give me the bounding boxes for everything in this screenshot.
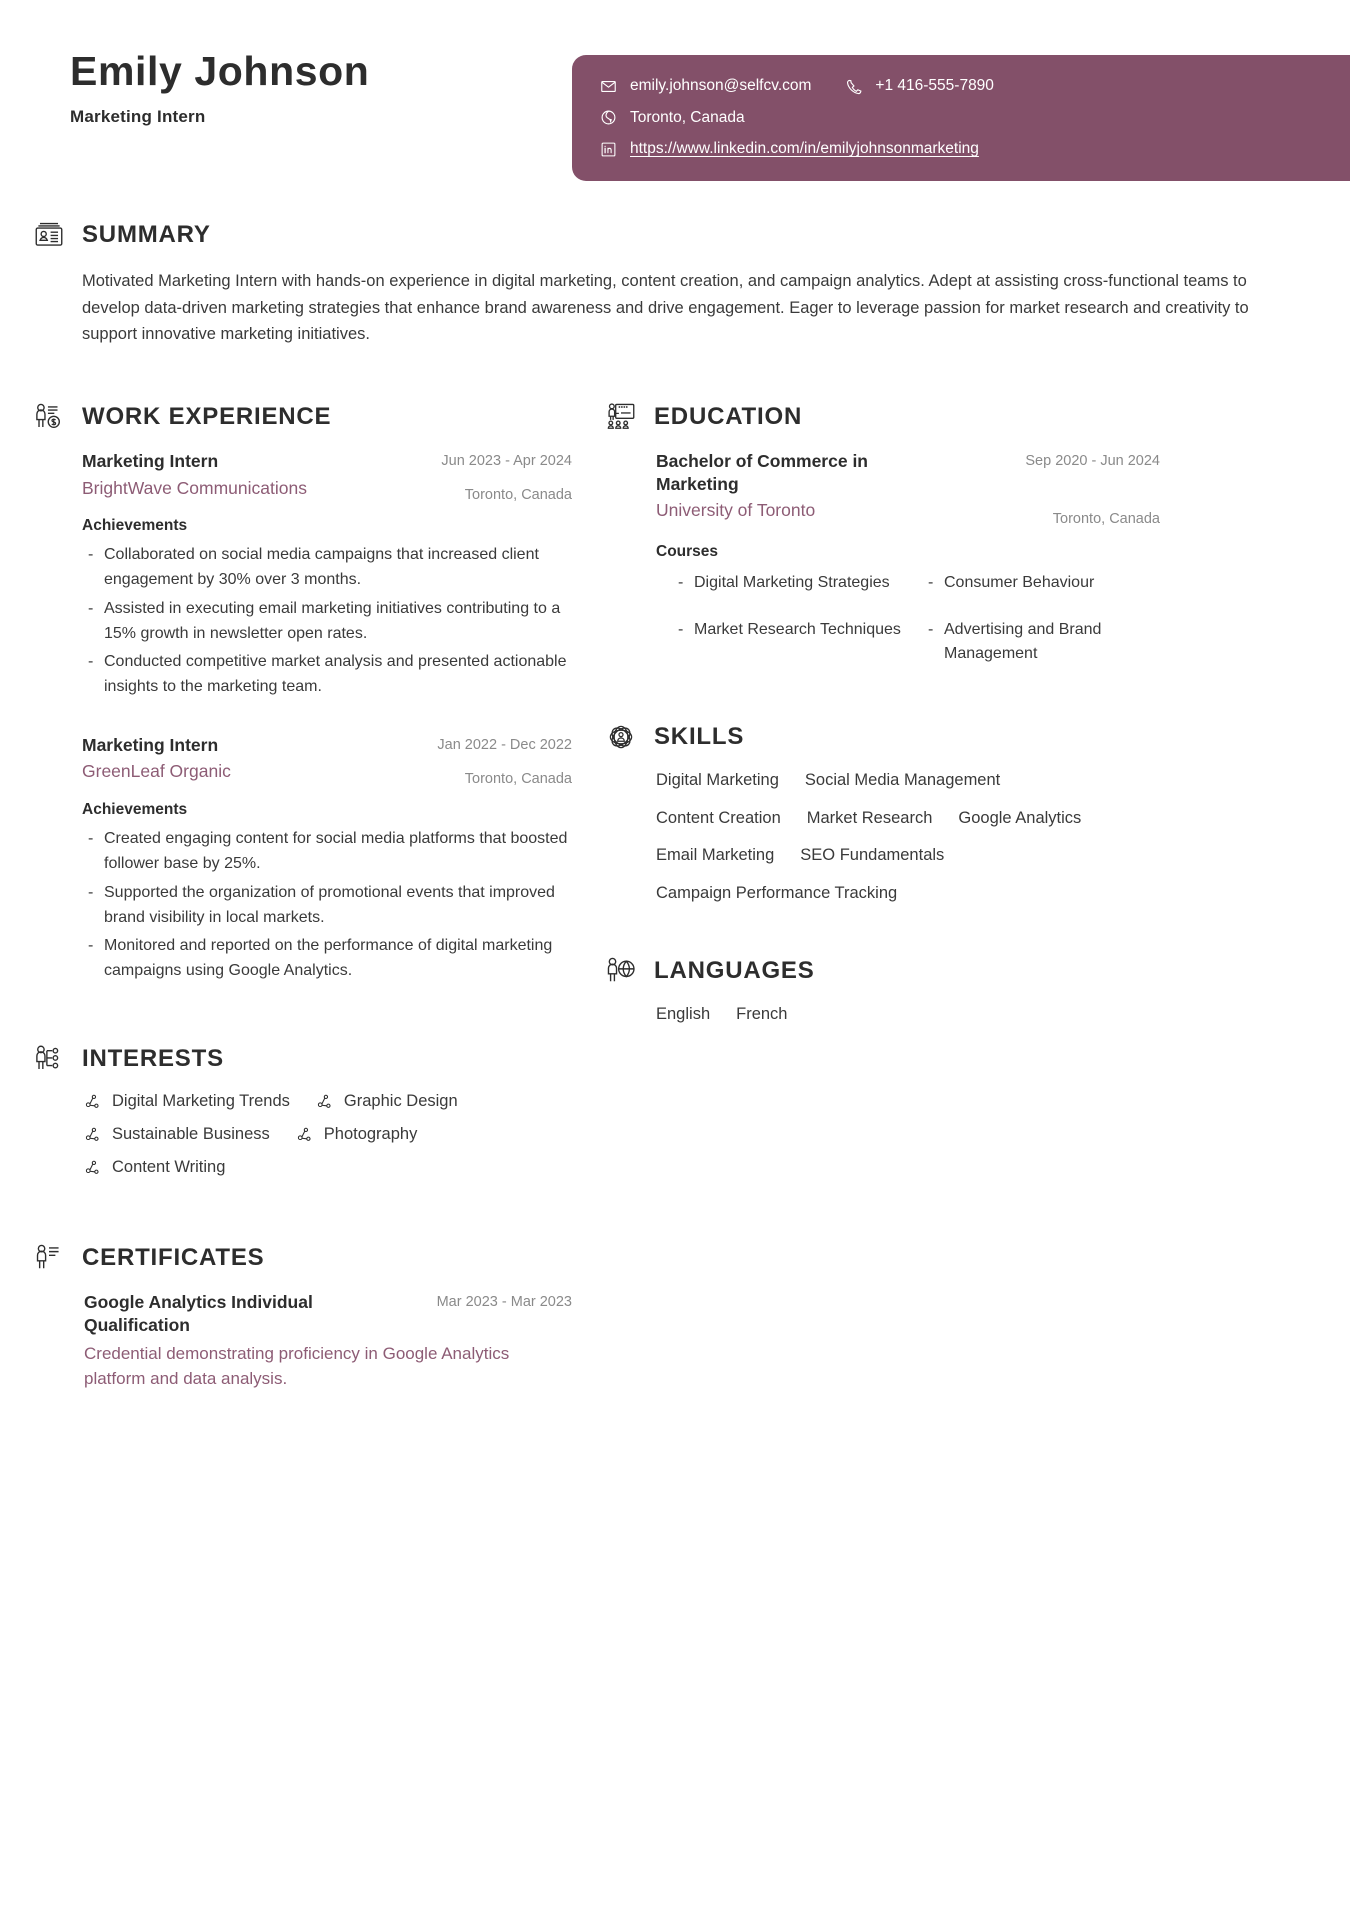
certificate-entry [28, 1291, 572, 1392]
work-entry [28, 734, 572, 984]
id-card-icon [28, 218, 70, 252]
globe-icon [600, 109, 622, 126]
work-location: Toronto, Canada [464, 486, 572, 503]
contact-row-2 [600, 109, 1348, 128]
education-entry-right [985, 450, 1160, 529]
certificates-heading [28, 1241, 572, 1275]
section-title-work-experience: WORK EXPERIENCE [82, 403, 332, 431]
section-title-languages: LANGUAGES [654, 956, 815, 984]
interests-list [28, 1092, 498, 1191]
person-globe-icon [600, 954, 642, 988]
share-network-icon [84, 1126, 106, 1143]
list-item: - Monitored and reported on the performance of digital marketing campaigns using Google Analytics. [82, 934, 572, 984]
section-summary [0, 218, 1350, 348]
list-item: - Supported the organization of promotional events that improved brand visibility in local markets. [82, 881, 572, 931]
share-network-icon [84, 1159, 106, 1176]
languages-list [600, 1004, 1160, 1041]
languages-heading [600, 954, 1160, 988]
contact-email[interactable] [600, 77, 811, 96]
language-item: French [736, 1004, 788, 1023]
share-network-icon [296, 1126, 318, 1143]
courses-grid [656, 571, 1160, 666]
language-item: English [656, 1004, 711, 1023]
contact-linkedin-text: https://www.linkedin.com/in/emilyjohnsonmarketing [630, 140, 979, 158]
skill-item: Campaign Performance Tracking [656, 883, 898, 902]
left-column [28, 400, 588, 1392]
course-item: - Digital Marketing Strategies [674, 571, 910, 595]
interest-label: Content Writing [112, 1157, 226, 1176]
work-date: Jan 2022 - Dec 2022 [437, 737, 572, 754]
section-title-certificates: CERTIFICATES [82, 1243, 265, 1271]
education-entry-left [656, 450, 921, 522]
education-entry [600, 450, 1160, 666]
education-date: Sep 2020 - Jun 2024 [1025, 453, 1160, 470]
summary-heading [28, 218, 1280, 252]
education-school: University of Toronto [656, 499, 816, 520]
name-block [70, 48, 369, 127]
contact-row-1 [600, 77, 1348, 96]
summary-text: Motivated Marketing Intern with hands-on experience in digital marketing, content creation, and campaign analytics. Adept at assisting cross-functional teams to develop data-driven marketing strategies that enhance brand awareness and drive engagement. Eager to leverage passion for market research and creativity to support innovative marketing initiatives. [82, 272, 1249, 344]
person-salary-icon [28, 400, 70, 434]
person-network-icon [28, 1042, 70, 1076]
section-work-experience [28, 400, 572, 984]
section-languages [600, 954, 1160, 1041]
interest-item [316, 1092, 458, 1111]
course-item: - Market Research Techniques [674, 618, 910, 667]
interest-label: Sustainable Business [112, 1124, 270, 1143]
interest-label: Digital Marketing Trends [112, 1091, 290, 1110]
work-role: Marketing Intern [82, 735, 219, 756]
interests-heading [28, 1042, 572, 1076]
teacher-board-icon [600, 400, 642, 434]
section-skills [600, 720, 1160, 920]
skill-item: SEO Fundamentals [800, 846, 945, 865]
certificate-date: Mar 2023 - Mar 2023 [436, 1293, 572, 1310]
resume-header [0, 0, 1350, 200]
interest-item [84, 1092, 290, 1111]
job-title: Marketing Intern [70, 107, 206, 127]
contact-email-text: emily.johnson@selfcv.com [630, 77, 812, 94]
skill-item: Google Analytics [958, 808, 1082, 827]
contact-location-text: Toronto, Canada [630, 108, 745, 126]
skills-atom-icon [600, 720, 642, 754]
work-company: GreenLeaf Organic [82, 761, 231, 782]
work-entry-left [82, 734, 402, 784]
envelope-icon [600, 78, 622, 95]
share-network-icon [316, 1093, 338, 1110]
linkedin-icon [600, 141, 622, 158]
courses-label: Courses [656, 543, 719, 561]
education-location: Toronto, Canada [1052, 510, 1160, 527]
work-entry [28, 450, 572, 700]
certificate-description: Credential demonstrating proficiency in Google Analytics platform and data analysis. [84, 1344, 510, 1389]
work-entry-top [82, 734, 572, 789]
work-entry-top [82, 450, 572, 505]
work-experience-heading [28, 400, 572, 434]
achievements-label: Achievements [82, 517, 188, 535]
section-education [600, 400, 1160, 666]
page-title: Emily Johnson [70, 48, 370, 94]
work-location: Toronto, Canada [464, 770, 572, 787]
list-item: - Assisted in executing email marketing initiatives contributing to a 15% growth in newsletter open rates. [82, 597, 572, 647]
interest-label: Photography [323, 1124, 418, 1143]
education-degree: Bachelor of Commerce in Marketing [656, 451, 868, 494]
interest-label: Graphic Design [343, 1091, 458, 1110]
list-item: - Created engaging content for social media platforms that boosted follower base by 25%. [82, 827, 572, 877]
achievements-list [82, 827, 572, 984]
work-date: Jun 2023 - Apr 2024 [441, 453, 572, 470]
person-lines-icon [28, 1241, 70, 1275]
certificate-top [84, 1291, 572, 1337]
course-item: - Advertising and Brand Management [924, 618, 1160, 667]
education-entry-top [656, 450, 1160, 529]
work-entry-left [82, 450, 402, 500]
achievements-label: Achievements [82, 801, 188, 819]
section-title-education: EDUCATION [654, 403, 803, 431]
certificate-name: Google Analytics Individual Qualification [84, 1291, 313, 1335]
interest-item [296, 1125, 418, 1144]
course-item: - Consumer Behaviour [924, 571, 1160, 595]
section-title-skills: SKILLS [654, 723, 745, 751]
list-item: - Collaborated on social media campaigns that increased client engagement by 30% over 3 months. [82, 543, 572, 593]
main-columns [0, 400, 1350, 1392]
section-title-interests: INTERESTS [82, 1044, 224, 1072]
share-network-icon [84, 1093, 106, 1110]
work-entry-right [412, 450, 572, 505]
skill-item: Market Research [806, 808, 933, 827]
skill-item: Email Marketing [656, 846, 775, 865]
achievements-list [82, 543, 572, 700]
skills-heading [600, 720, 1160, 754]
phone-icon [845, 78, 867, 95]
work-role: Marketing Intern [82, 451, 219, 472]
skills-list [600, 770, 1160, 920]
contact-linkedin[interactable] [600, 140, 979, 159]
right-column [600, 400, 1160, 1041]
list-item: - Conducted competitive market analysis and presented actionable insights to the marketing team. [82, 650, 572, 700]
section-interests [28, 1042, 572, 1191]
contact-phone[interactable] [845, 77, 994, 96]
work-entry-right [412, 734, 572, 789]
interest-item [84, 1125, 270, 1144]
contact-card [572, 55, 1350, 181]
skill-item: Digital Marketing [656, 771, 779, 790]
contact-phone-text: +1 416-555-7890 [875, 77, 994, 94]
skill-item: Social Media Management [804, 771, 1001, 790]
contact-row-3 [600, 140, 1348, 159]
education-heading [600, 400, 1160, 434]
work-company: BrightWave Communications [82, 477, 307, 498]
section-certificates [28, 1241, 572, 1392]
contact-location [600, 109, 745, 128]
interest-item [84, 1158, 225, 1177]
skill-item: Content Creation [656, 808, 781, 827]
section-title-summary: SUMMARY [82, 221, 211, 248]
